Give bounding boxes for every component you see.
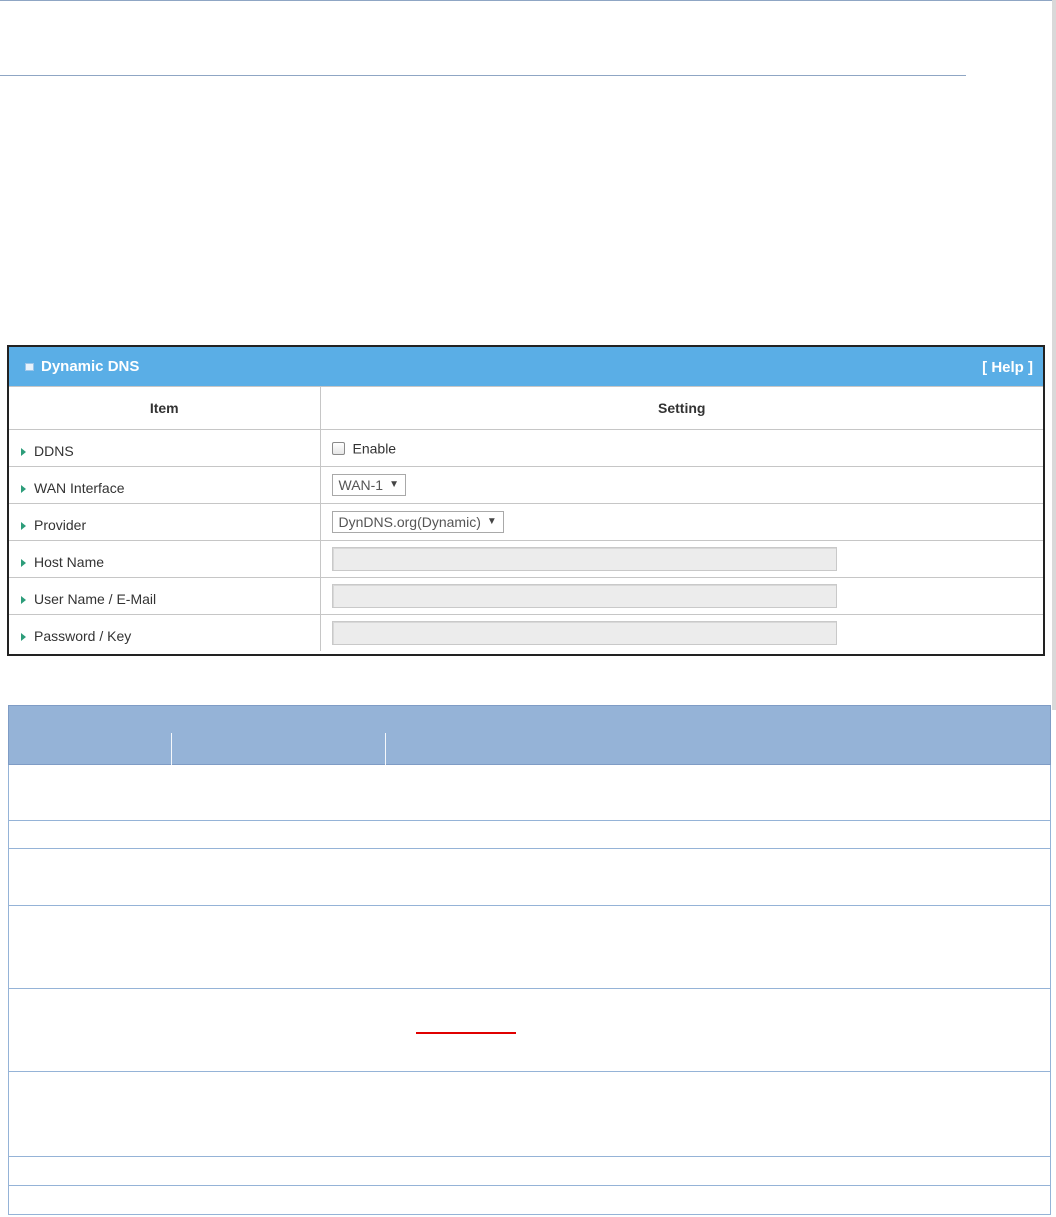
- dynamic-dns-panel: [7, 345, 1045, 656]
- ddns-enable-label[interactable]: Enable: [352, 440, 397, 457]
- row-divider: [9, 820, 1050, 821]
- row-divider: [9, 905, 1050, 906]
- table-row-ddns: [9, 429, 1043, 466]
- top-rule: [0, 0, 1056, 1]
- row-divider: [9, 988, 1050, 989]
- panel-title-icon: [25, 363, 34, 371]
- provider-value: DynDNS.org(Dynamic): [338, 513, 481, 530]
- arrow-icon: [21, 559, 26, 567]
- table-header-row: [9, 387, 1043, 429]
- link-underline[interactable]: [416, 1032, 516, 1034]
- arrow-icon: [21, 485, 26, 493]
- user-name-input[interactable]: [332, 584, 837, 608]
- arrow-icon: [21, 448, 26, 456]
- table-row-password: [9, 614, 1043, 651]
- arrow-icon: [21, 633, 26, 641]
- panel-title: [25, 358, 139, 375]
- provider-label: Provider: [34, 516, 87, 533]
- table-row-wan-interface: [9, 466, 1043, 503]
- settings-table: [9, 387, 1043, 651]
- password-input[interactable]: [332, 621, 837, 645]
- help-link[interactable]: [ Help ]: [982, 359, 1033, 376]
- row-divider: [9, 1071, 1050, 1072]
- table-row-user-name: [9, 577, 1043, 614]
- column-divider: [385, 733, 386, 766]
- header-rule: [0, 75, 966, 76]
- host-name-label: Host Name: [34, 553, 105, 570]
- dropdown-arrow-icon: ▼: [486, 516, 497, 527]
- wan-interface-select[interactable]: [332, 474, 407, 496]
- panel-header: [9, 347, 1043, 387]
- password-label: Password / Key: [34, 627, 132, 644]
- description-table: [8, 705, 1051, 1215]
- page-edge-shadow: [1052, 0, 1056, 710]
- table-row-host-name: [9, 540, 1043, 577]
- description-table-header: [8, 705, 1051, 765]
- panel-title-text: Dynamic DNS: [41, 358, 140, 375]
- table-row-provider: [9, 503, 1043, 540]
- host-name-input[interactable]: [332, 547, 837, 571]
- setting-column-header: Setting: [320, 387, 1043, 429]
- wan-interface-label: WAN Interface: [34, 479, 125, 496]
- arrow-icon: [21, 522, 26, 530]
- column-divider: [171, 733, 172, 766]
- dropdown-arrow-icon: ▼: [389, 479, 399, 490]
- wan-interface-value: WAN-1: [338, 476, 384, 493]
- item-column-header: Item: [9, 387, 320, 429]
- row-divider: [9, 848, 1050, 849]
- user-name-label: User Name / E-Mail: [34, 590, 157, 607]
- ddns-enable-checkbox[interactable]: [332, 442, 345, 455]
- ddns-label: DDNS: [34, 442, 74, 459]
- provider-select[interactable]: [332, 511, 504, 533]
- row-divider: [9, 1156, 1050, 1157]
- description-table-body: [8, 765, 1051, 1215]
- row-divider: [9, 1185, 1050, 1186]
- arrow-icon: [21, 596, 26, 604]
